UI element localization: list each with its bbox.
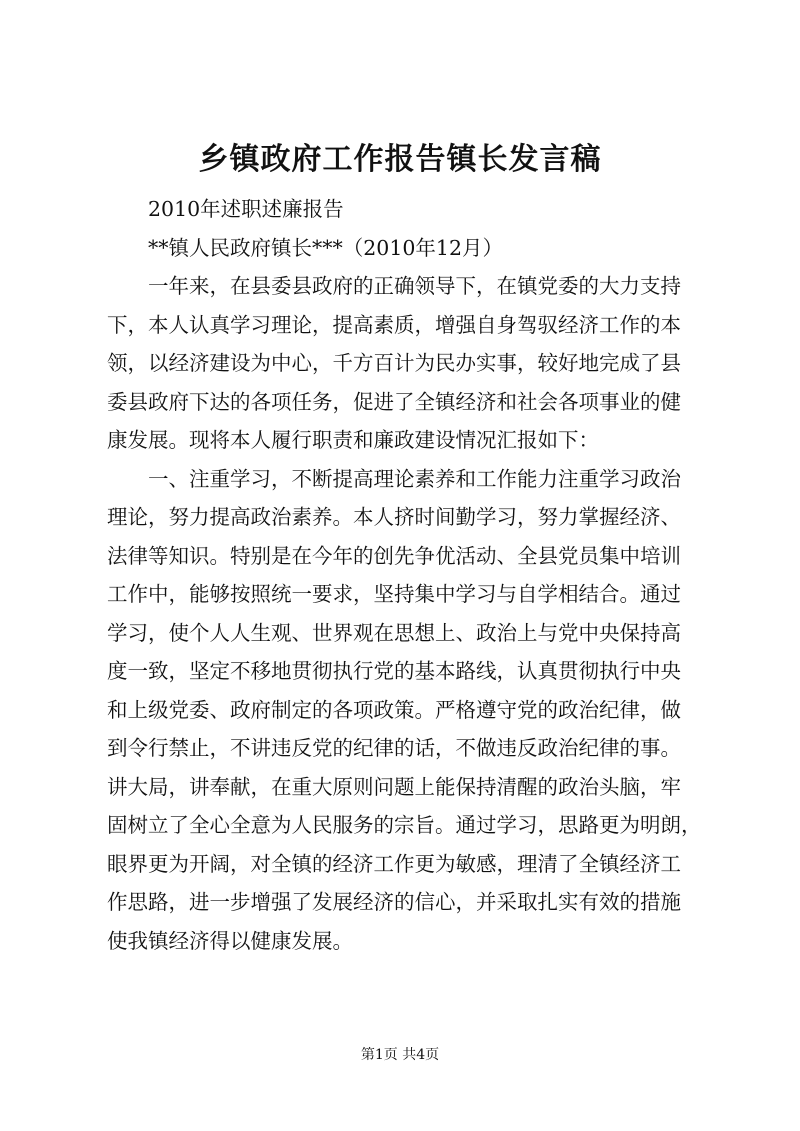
text-line: 一、注重学习，不断提高理论素养和工作能力注重学习政治 [148, 466, 681, 491]
text-line: 委县政府下达的各项任务，促进了全镇经济和社会各项事业的健 [107, 389, 681, 414]
text-line: 法律等知识。特别是在今年的创先争优活动、全县党员集中培训 [107, 543, 681, 568]
text-line: 到令行禁止，不讲违反党的纪律的话，不做违反政治纪律的事。 [107, 736, 681, 760]
paragraph [107, 460, 707, 961]
subtitle-line: 2010年述职述廉报告 [148, 197, 344, 221]
text-line: 下，本人认真学习理论，提高素质，增强自身驾驭经济工作的本 [107, 312, 681, 337]
text-line: 领，以经济建设为中心，千方百计为民办实事，较好地完成了县 [107, 351, 681, 375]
text-line: 度一致，坚定不移地贯彻执行党的基本路线，认真贯彻执行中央 [107, 659, 681, 683]
text-line: 眼界更为开阔，对全镇的经济工作更为敏感，理清了全镇经济工 [107, 851, 681, 876]
text-line: 学习，使个人人生观、世界观在思想上、政治上与党中央保持高 [107, 620, 681, 645]
text-line: 一年来，在县委县政府的正确领导下，在镇党委的大力支持 [148, 274, 681, 298]
paragraph [107, 267, 707, 460]
text-line: 理论，努力提高政治素养。本人挤时间勤学习，努力掌握经济、 [107, 505, 681, 529]
document-title: 乡镇政府工作报告镇长发言稿 [198, 142, 602, 177]
text-line: 作思路，进一步增强了发展经济的信心，并采取扎实有效的措施 [107, 890, 681, 914]
page-number-footer: 第1页 共4页 [360, 1047, 440, 1063]
author-line: **镇人民政府镇长***（2010年12月） [148, 235, 504, 260]
text-line: 工作中，能够按照统一要求，坚持集中学习与自学相结合。通过 [107, 582, 681, 606]
text-line: 和上级党委、政府制定的各项政策。严格遵守党的政治纪律，做 [107, 697, 681, 722]
text-line: 康发展。现将本人履行职责和廉政建设情况汇报如下： [107, 428, 599, 452]
document-body [107, 190, 707, 960]
text-line: 讲大局，讲奉献，在重大原则问题上能保持清醒的政治头脑，牢 [107, 774, 681, 799]
text-line: 固树立了全心全意为人民服务的宗旨。通过学习，思路更为明朗， [107, 813, 702, 837]
text-line: 使我镇经济得以健康发展。 [107, 928, 353, 953]
